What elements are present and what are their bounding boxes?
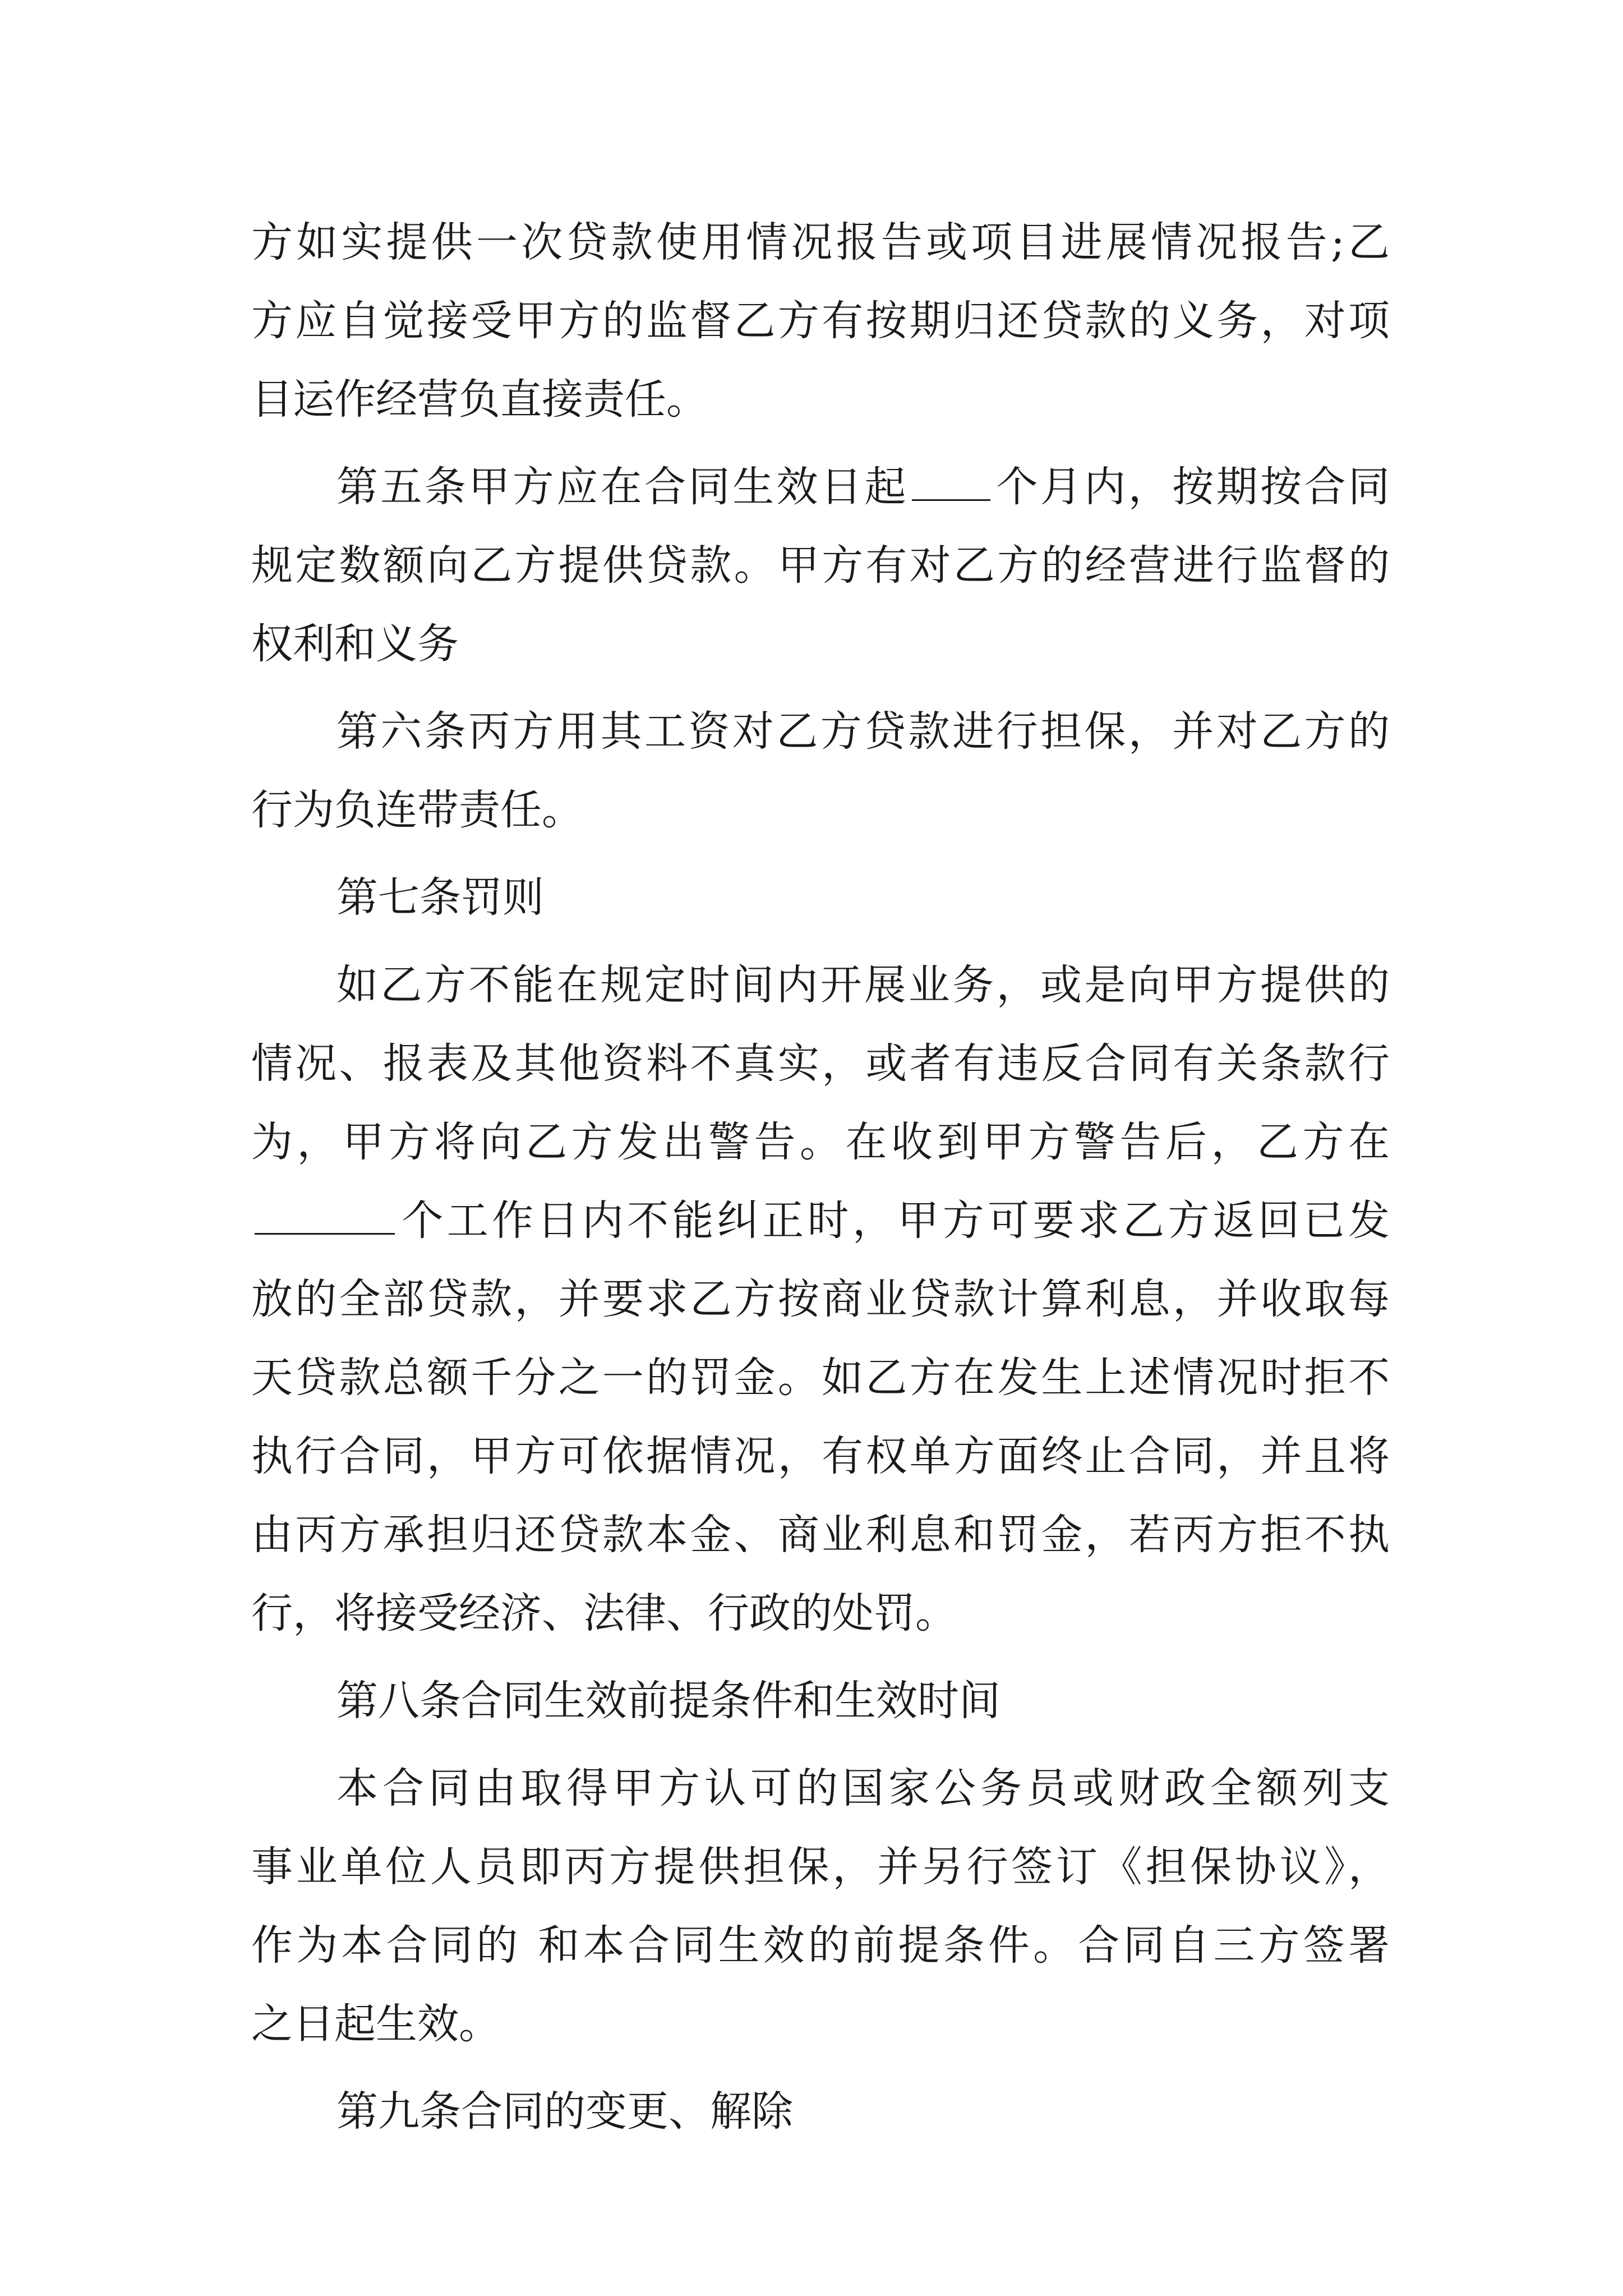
article-heading: 第九条合同的变更、解除 (336, 2087, 793, 2136)
article-9-heading (251, 2072, 1390, 2151)
article-7-body (251, 946, 1390, 1653)
text-line: 之日起生效。 (251, 2000, 500, 2048)
text-line: 为，甲方将向乙方发出警告。在收到甲方警告后，乙方在 (251, 1118, 1390, 1166)
text-line: 方应自觉接受甲方的监督乙方有按期归还贷款的义务，对项 (251, 297, 1390, 345)
text-line: 作为本合同的 和本合同生效的前提条件。合同自三方签署 (251, 1921, 1390, 1970)
fill-in-blank[interactable] (255, 1194, 395, 1235)
text-line: 天贷款总额千分之一的罚金。如乙方在发生上述情况时拒不 (251, 1354, 1390, 1402)
article-5-text-post: 个月内，按期按合同 (993, 463, 1390, 511)
text-line: 事业单位人员即丙方提供担保，并另行签订《担保协议》， (251, 1843, 1390, 1891)
article-6 (251, 692, 1390, 849)
text-line: 执行合同，甲方可依据情况，有权单方面终止合同，并且将 (251, 1432, 1390, 1480)
text-line: 行为负连带责任。 (251, 786, 583, 834)
article-5 (251, 448, 1390, 683)
article-8-body (251, 1749, 1390, 2063)
article-heading: 第七条罚则 (336, 873, 544, 922)
text-line: 权利和义务 (251, 620, 459, 668)
article-7-heading (251, 858, 1390, 937)
text-line: 规定数额向乙方提供贷款。甲方有对乙方的经营进行监督的 (251, 541, 1390, 590)
fill-in-blank[interactable] (912, 460, 990, 501)
text-line (251, 448, 1390, 526)
article-8-heading (251, 1662, 1390, 1740)
article-5-text-pre: 第五条甲方应在合同生效日起 (336, 463, 909, 511)
article-7-text-post: 个工作日内不能纠正时，甲方可要求乙方返回已发 (398, 1197, 1390, 1245)
text-line: 如乙方不能在规定时间内开展业务，或是向甲方提供的 (336, 961, 1390, 1009)
text-line: 放的全部贷款，并要求乙方按商业贷款计算利息，并收取每 (251, 1275, 1390, 1323)
text-line: 目运作经营负直接责任。 (251, 375, 708, 424)
text-line: 由丙方承担归还贷款本金、商业利息和罚金，若丙方拒不执 (251, 1511, 1390, 1559)
text-line: 方如实提供一次贷款使用情况报告或项目进展情况报告;乙 (251, 218, 1390, 266)
text-line: 第六条丙方用其工资对乙方贷款进行担保，并对乙方的 (336, 707, 1390, 756)
text-line: 本合同由取得甲方认可的国家公务员或财政全额列支 (336, 1764, 1390, 1812)
text-line: 行，将接受经济、法律、行政的处罚。 (251, 1589, 957, 1637)
article-heading: 第八条合同生效前提条件和生效时间 (336, 1677, 1000, 1725)
paragraph-1 (251, 203, 1390, 439)
text-line: 情况、报表及其他资料不真实，或者有违反合同有关条款行 (251, 1039, 1390, 1088)
text-line (251, 1181, 1390, 1260)
contract-body (251, 203, 1390, 2151)
